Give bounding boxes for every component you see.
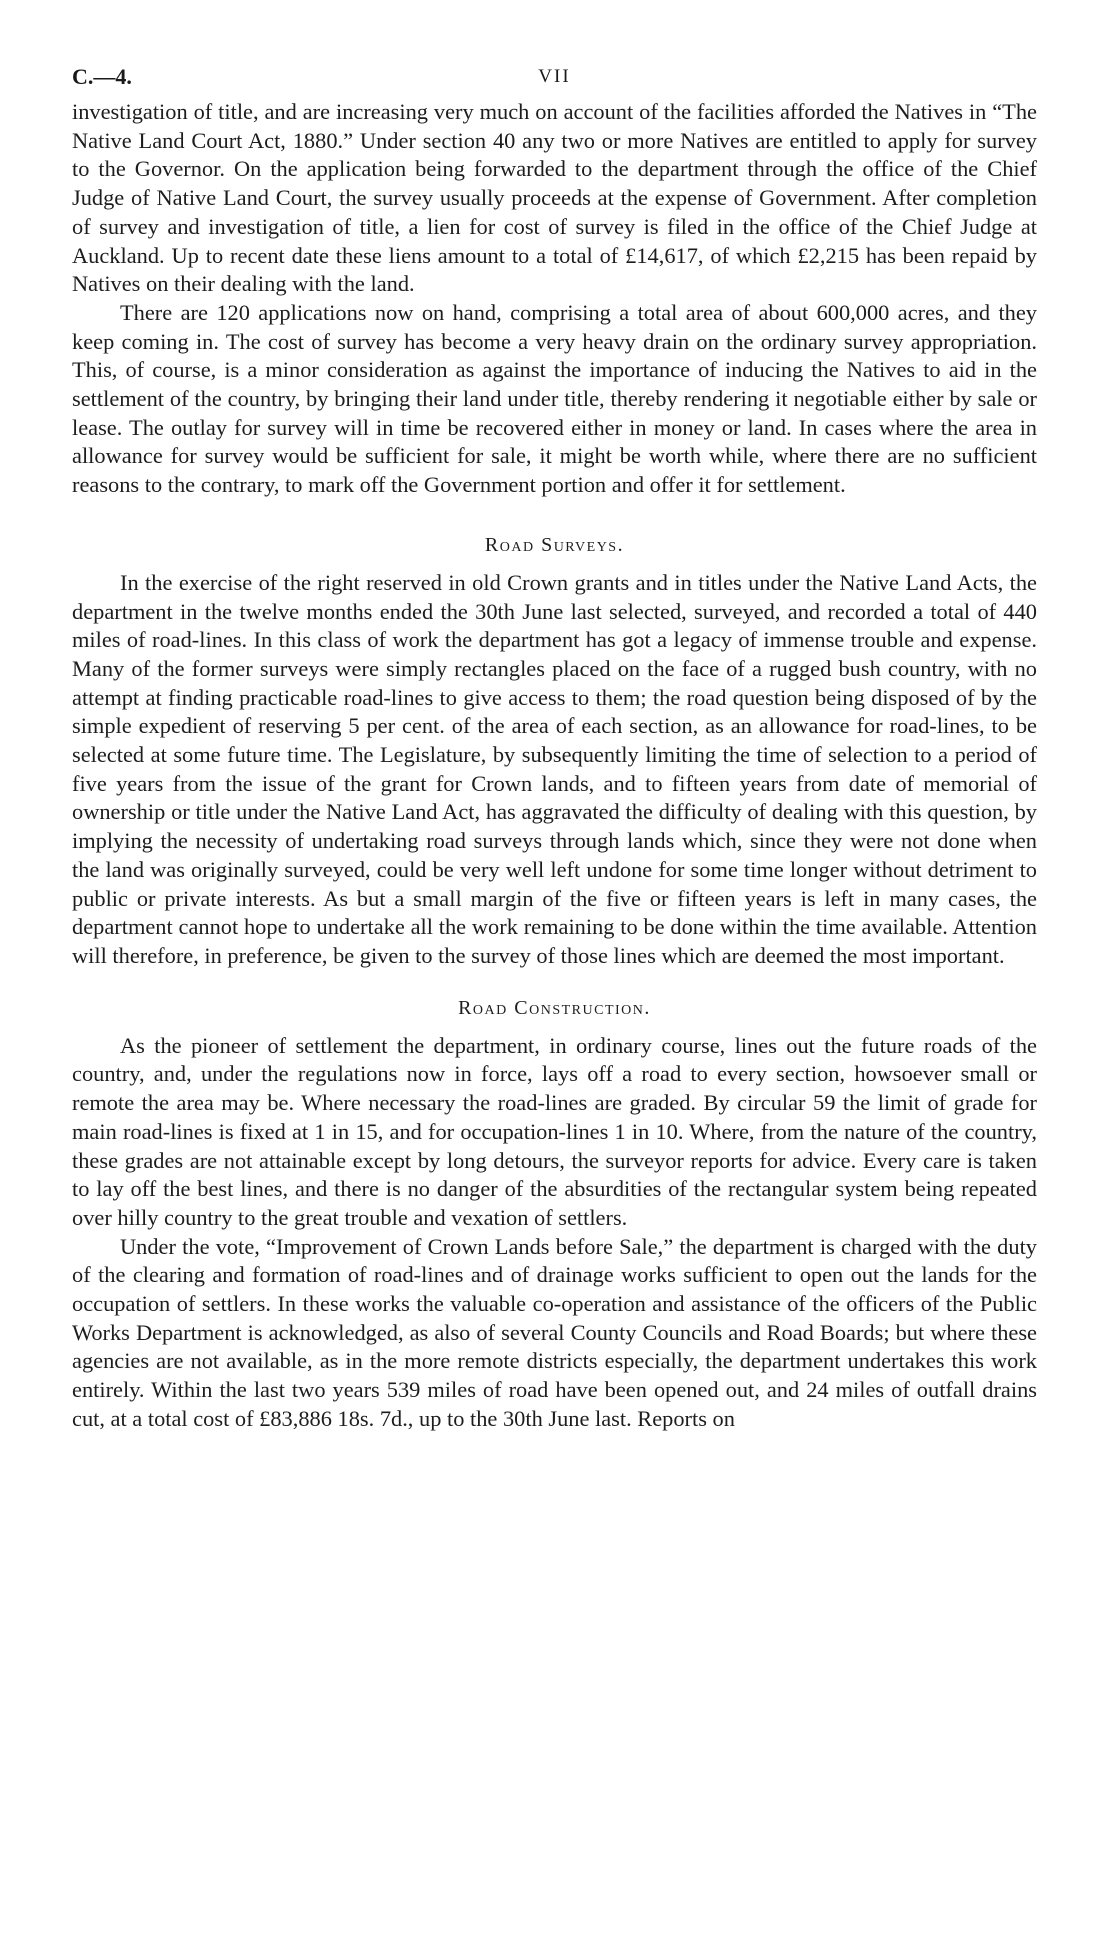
- paragraph-improvement-vote: Under the vote, “Improvement of Crown Lands before Sale,” the department is charged with the duty of the clearing and formation of road-lines and of drainage works sufficient to open out the lands for the occupation of settlers. In these works the valuable co-operation and assistance of the officers of the Public Works Department is acknowledged, as also of several County Councils and Road Boards; but where these agencies are not available, as in the more remote districts especially, the department undertakes this work entirely. Within the last two years 539 miles of road have been opened out, and 24 miles of outfall drains cut, at a total cost of £83,886 18s. 7d., up to the 30th June last. Reports on: [72, 1233, 1037, 1431]
- paragraph-road-surveys: In the exercise of the right reserved in old Crown grants and in titles under the Native Land Acts, the department in the twelve months ended the 30th June last selected, surveyed, and recorded a total of 440 miles of road-lines. In this class of work the department has got a legacy of immense trouble and expense. Many of the former surveys were simply rectangles placed on the face of a rugged bush country, with no attempt at finding practicable road-lines to give access to them; the road question being disposed of by the simple expedient of reserving 5 per cent. of the area of each section, as an allowance for road-lines, to be selected at some future time. The Legislature, by subsequently limiting the time of selection to a period of five years from the issue of the grant for Crown lands, and to fifteen years from date of memorial of ownership or title under the Native Land Act, has aggravated the difficulty of dealing with this question, by implying the necessity of undertaking road surveys through lands which, since they were not done when the land was originally surveyed, could be very well left undone for some time longer without detriment to public or private interests. As but a small margin of the five or fifteen years is left in many cases, the department cannot hope to undertake all the work remaining to be done within the time available. Attention will therefore, in preference, be given to the survey of those lines which are deemed the most important.: [72, 569, 1037, 968]
- paragraph-road-construction: As the pioneer of settlement the department, in ordinary course, lines out the future roads of the country, and, under the regulations now in force, lays off a road to every section, howsoever small or remote the area may be. Where necessary the road-lines are graded. By circular 59 the limit of grade for main road-lines is fixed at 1 in 15, and for occupation-lines 1 in 10. Where, from the nature of the country, these grades are not attainable except by long detours, the surveyor reports for advice. Every care is taken to lay off the best lines, and there is no danger of the absurdities of the rectangular system being repeated over hilly country to the great trouble and vexation of settlers.: [72, 1032, 1037, 1230]
- page-number: VII: [538, 66, 571, 87]
- running-head: [72, 64, 1037, 98]
- paragraph-native-land-court: investigation of title, and are increasing very much on account of the facilities afforded the Natives in “The Native Land Court Act, 1880.” Under section 40 any two or more Natives are entitled to apply for survey to the Governor. On the application being forwarded to the department through the office of the Chief Judge of Native Land Court, the survey usually proceeds at the expense of Government. After completion of survey and investigation of title, a lien for cost of survey is filed in the office of the Chief Judge at Auckland. Up to recent date these liens amount to a total of £14,617, of which £2,215 has been repaid by Natives on their dealing with the land.: [72, 99, 1037, 297]
- document-reference: C.—4.: [72, 64, 132, 89]
- section-heading-road-construction: Road Construction.: [458, 996, 651, 1019]
- paragraph-applications-on-hand: There are 120 applications now on hand, comprising a total area of about 600,000 acres, and they keep coming in. The cost of survey has become a very heavy drain on the ordinary survey appropriation. This, of course, is a minor consideration as against the importance of inducing the Natives to aid in the settlement of the country, by bringing their land under title, thereby rendering it negotiable either by sale or lease. The outlay for survey will in time be recovered either in money or land. In cases where the area in allowance for survey would be sufficient for sale, it might be worth while, where there are no sufficient reasons to the contrary, to mark off the Government portion and offer it for settlement.: [72, 299, 1037, 498]
- section-heading-road-surveys: Road Surveys.: [484, 533, 625, 556]
- document-page: [72, 64, 1037, 1434]
